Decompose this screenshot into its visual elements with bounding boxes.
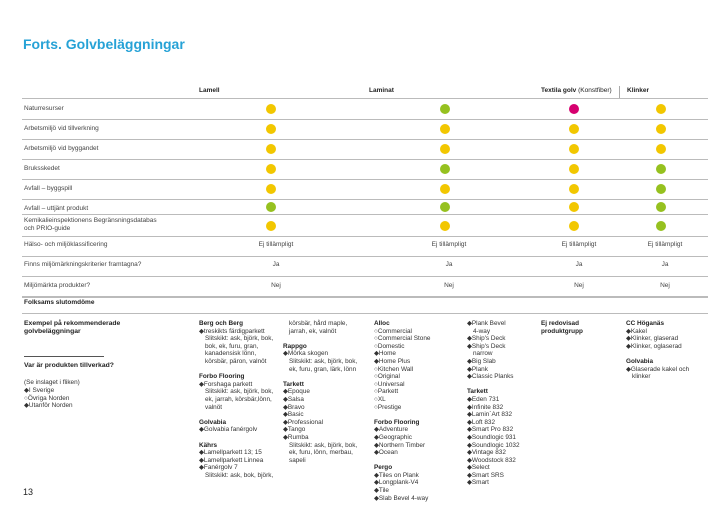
brand-heading: Rappgo [283, 342, 307, 350]
product-item: ◆Professional [283, 418, 324, 426]
row-label: Arbetsmiljö vid tillverkning [24, 125, 99, 132]
rating-dot-yellow [266, 104, 276, 114]
product-item: ◆Woodstock 832 [467, 456, 516, 464]
rating-dot-yellow [656, 124, 666, 134]
column-label: Klinker [627, 87, 650, 94]
column-label: Textila golv [541, 87, 577, 94]
rating-dot-yellow [569, 202, 579, 212]
product-item: ◆Epoque [283, 388, 310, 396]
rating-dot-yellow [569, 124, 579, 134]
brand-heading: Golvabia [199, 418, 226, 426]
product-item: ○Kitchen Wall [374, 365, 414, 373]
brand-heading: Berg och Berg [199, 320, 244, 327]
brand-heading: Kährs [199, 441, 218, 449]
spacer [199, 434, 289, 442]
laminat-examples-col2 [467, 320, 537, 487]
row-divider [22, 256, 708, 257]
column-header-klinker [627, 87, 649, 94]
product-item: ◆Lamellparkett Linnea [199, 456, 264, 464]
product-item: ○Universal [374, 380, 405, 388]
product-item: ◆Bravo [283, 403, 305, 411]
row-divider [22, 297, 708, 298]
product-item: ◆Lamin´Art 832 [467, 411, 513, 419]
product-item: ek, furu, gran, lärk, lönn [289, 365, 357, 373]
product-item: ◆treskikts färdigparkett [199, 327, 265, 335]
product-item: ○Domestic [374, 342, 405, 350]
brand-heading: Ej redovisad [541, 320, 580, 327]
column-header-lamell [199, 87, 220, 94]
row-divider [22, 214, 708, 215]
rating-dot-green [440, 202, 450, 212]
product-item: 4-way [473, 327, 491, 335]
page-title: Forts. Golvbeläggningar [23, 36, 185, 52]
textila-examples [541, 320, 621, 335]
product-item: ◆Longplank-V4 [374, 479, 419, 487]
product-item: ◆Lamellparkett 13; 15 [199, 449, 262, 457]
lamell-examples-col1 [199, 320, 289, 479]
row-label: Finns miljömärkningskriterier framtagna? [24, 261, 142, 268]
product-item: ◆Vintage 832 [467, 449, 506, 457]
product-item: klinker [632, 373, 651, 381]
column-label: Laminat [369, 87, 394, 94]
product-item: ◆Smart Pro 832 [467, 426, 514, 434]
product-item: ◆Tiles on Plank [374, 471, 419, 479]
product-item: ○Commercial [374, 327, 412, 335]
column-label: Lamell [199, 87, 220, 94]
product-item: ◆Home Plus [374, 357, 411, 365]
examples-heading: Exempel på rekommenderade golvbeläggningar [24, 320, 121, 335]
spacer [283, 335, 369, 343]
rating-dot-green [656, 202, 666, 212]
rating-dot-green [440, 164, 450, 174]
section-title: Folksams slutomdöme [24, 299, 95, 306]
column-sublabel: (Konstfiber) [578, 87, 612, 94]
product-item: valnöt [205, 403, 223, 411]
made-heading: Var är produkten tillverkad? [24, 362, 114, 369]
product-item: ek, furu, lönn, merbau, [289, 449, 353, 457]
row-label: Avfall – byggspill [24, 185, 73, 192]
product-item: ◆Forshaga parkett [199, 380, 253, 388]
row-label: Kemikalieinspektionens Begränsningsdatabas och PRIO-guide [24, 217, 157, 232]
column-header-textila [541, 87, 612, 94]
page-number: 13 [23, 487, 34, 497]
rating-dot-yellow [440, 124, 450, 134]
product-item: ◆Soundlogic 931 [467, 433, 516, 441]
row-value: Ej tillämpligt [431, 241, 467, 248]
spacer [199, 411, 289, 419]
product-item: ◆Rumba [283, 433, 309, 441]
product-item: ◆Golvabia fanérgolv [199, 426, 258, 434]
product-item: ◆Tango [283, 426, 306, 434]
row-divider [22, 296, 708, 297]
row-divider [22, 119, 708, 120]
column-header-laminat [369, 87, 394, 94]
brand-heading: CC Höganäs [626, 320, 664, 327]
product-item: ◆Eden 731 [467, 395, 500, 403]
row-divider [22, 236, 708, 237]
row-value: Ja [661, 261, 669, 268]
rating-dot-green [656, 164, 666, 174]
product-item: Slitskikt: ask, björk, bok, [289, 357, 358, 365]
product-item: ○Original [374, 373, 400, 381]
row-divider [22, 159, 708, 160]
product-item: ◆Plank Bevel [467, 320, 506, 327]
product-item: ◆Mörka skogen [283, 350, 329, 358]
product-item: ◆Ship's Deck [467, 342, 506, 350]
brand-heading: Alloc [374, 320, 390, 327]
divider [24, 356, 104, 357]
row-value: Nej [271, 282, 281, 289]
rating-dot-yellow [266, 144, 276, 154]
product-item: ◆Big Slab [467, 357, 496, 365]
product-item: Slitskikt: ask, bok, björk, [205, 471, 274, 479]
product-item: ◆Plank [467, 365, 488, 373]
product-item: ◆Classic Planks [467, 373, 514, 381]
spacer [467, 381, 537, 389]
product-item: ◆Salsa [283, 395, 304, 403]
spacer [199, 366, 289, 374]
made-note: (Se inslaget i fliken) [24, 379, 80, 386]
row-divider [22, 199, 708, 200]
rating-dot-yellow [266, 124, 276, 134]
product-item: ◆Infinite 832 [467, 403, 504, 411]
product-item: Slitskikt: ask, björk, bok, [205, 388, 274, 396]
product-item: ◆Smart SRS [467, 471, 504, 479]
product-item: ek, jarrah, körsbär,lönn, [205, 395, 272, 403]
row-label: Arbetsmiljö vid byggandet [24, 145, 99, 152]
made-item: ◆Utanför Norden [24, 402, 73, 410]
lamell-examples-col2 [283, 320, 369, 464]
product-item: sapeli [289, 456, 306, 464]
rating-dot-yellow [569, 221, 579, 231]
brand-heading: Forbo Flooring [199, 373, 245, 381]
product-item: Slitskikt: ask, björk, bok, [289, 441, 358, 449]
product-item: bok, ek, furu, gran, [205, 342, 259, 350]
row-value: Nej [444, 282, 454, 289]
row-divider [22, 179, 708, 180]
product-item: Slitskikt: ask, björk, bok, [205, 335, 274, 343]
made-item: ◆I Sverige [24, 387, 55, 394]
brand-heading: Tarkett [467, 388, 488, 396]
rating-dot-yellow [569, 164, 579, 174]
product-item: körsbär, päron, valnöt [205, 357, 267, 365]
rating-dot-green [656, 184, 666, 194]
product-item: ◆Smart [467, 479, 489, 487]
product-item: ◆Tile [374, 487, 389, 495]
product-item: ◆Klinker, oglaserad [626, 342, 682, 350]
product-item: ◆Home [374, 350, 396, 358]
product-item: ◆Select [467, 464, 490, 472]
row-divider [22, 139, 708, 140]
row-value: Ej tillämpligt [647, 241, 683, 248]
row-value: Ej tillämpligt [258, 241, 294, 248]
product-item: ◆Klinker, glaserad [626, 335, 679, 343]
row-value: Ja [445, 261, 453, 268]
klinker-examples [626, 320, 716, 381]
brand-heading: produktgrupp [541, 327, 583, 335]
rating-dot-yellow [569, 184, 579, 194]
rating-dot-yellow [440, 184, 450, 194]
rating-dot-yellow [656, 104, 666, 114]
product-item: ○Commercial Stone [374, 335, 431, 343]
product-item: kanadensisk lönn, [205, 350, 257, 358]
product-item: ○Parkett [374, 388, 399, 396]
product-item: ◆Geographic [374, 433, 412, 441]
product-item: ◆Soundlogic 1032 [467, 441, 520, 449]
brand-heading: Golvabia [626, 357, 653, 365]
product-item: ○Prestige [374, 403, 402, 411]
rating-dot-yellow [440, 221, 450, 231]
row-divider [22, 276, 708, 277]
brand-heading: Tarkett [283, 380, 304, 388]
row-value: Ja [272, 261, 280, 268]
product-item: ◆Northern Timber [374, 441, 426, 449]
row-value: Ja [575, 261, 583, 268]
rating-dot-yellow [656, 144, 666, 154]
brand-heading: Forbo Flooring [374, 418, 420, 426]
product-item: ◆Basic [283, 411, 304, 419]
brand-heading: Pergo [374, 464, 393, 472]
product-item: ◆Adventure [374, 426, 409, 434]
product-item: ◆Ship's Deck [467, 335, 506, 343]
rating-dot-green [266, 202, 276, 212]
row-label: Naturresurser [24, 105, 64, 112]
row-value: Nej [660, 282, 670, 289]
laminat-examples-col1 [374, 320, 464, 502]
spacer [374, 457, 464, 465]
row-label: Avfall – uttjänt produkt [24, 205, 89, 212]
product-item: narrow [473, 350, 493, 358]
rating-dot-green [440, 104, 450, 114]
product-item: jarrah, ek, valnöt [289, 327, 337, 335]
product-item: ◆Kakel [626, 327, 647, 335]
spacer [626, 350, 716, 358]
row-value: Nej [574, 282, 584, 289]
product-item: ◆Fanérgolv 7 [199, 464, 238, 472]
row-label: Hälso- och miljöklassificering [24, 241, 108, 248]
rating-dot-magenta [569, 104, 579, 114]
rating-dot-yellow [266, 164, 276, 174]
row-label: Bruksskedet [24, 165, 60, 172]
product-item: körsbär, hård maple, [289, 320, 348, 327]
row-label: Miljömärkta produkter? [24, 282, 91, 289]
rating-dot-yellow [569, 144, 579, 154]
rating-dot-green [656, 221, 666, 231]
made-item: ○Övriga Norden [24, 394, 70, 402]
spacer [374, 411, 464, 419]
rating-dot-yellow [266, 184, 276, 194]
product-item: ◆Ocean [374, 449, 398, 457]
column-separator [619, 86, 620, 98]
spacer [283, 373, 369, 381]
row-divider [22, 313, 708, 314]
rating-dot-yellow [266, 221, 276, 231]
row-divider [22, 98, 708, 99]
product-item: ○XL [374, 395, 386, 403]
product-item: ◆Slab Bevel 4-way [374, 494, 429, 502]
rating-dot-yellow [440, 144, 450, 154]
product-item: ◆Glaserade kakel och [626, 365, 690, 373]
made-items [24, 387, 73, 410]
row-value: Ej tillämpligt [561, 241, 597, 248]
product-item: ◆Loft 832 [467, 418, 496, 426]
